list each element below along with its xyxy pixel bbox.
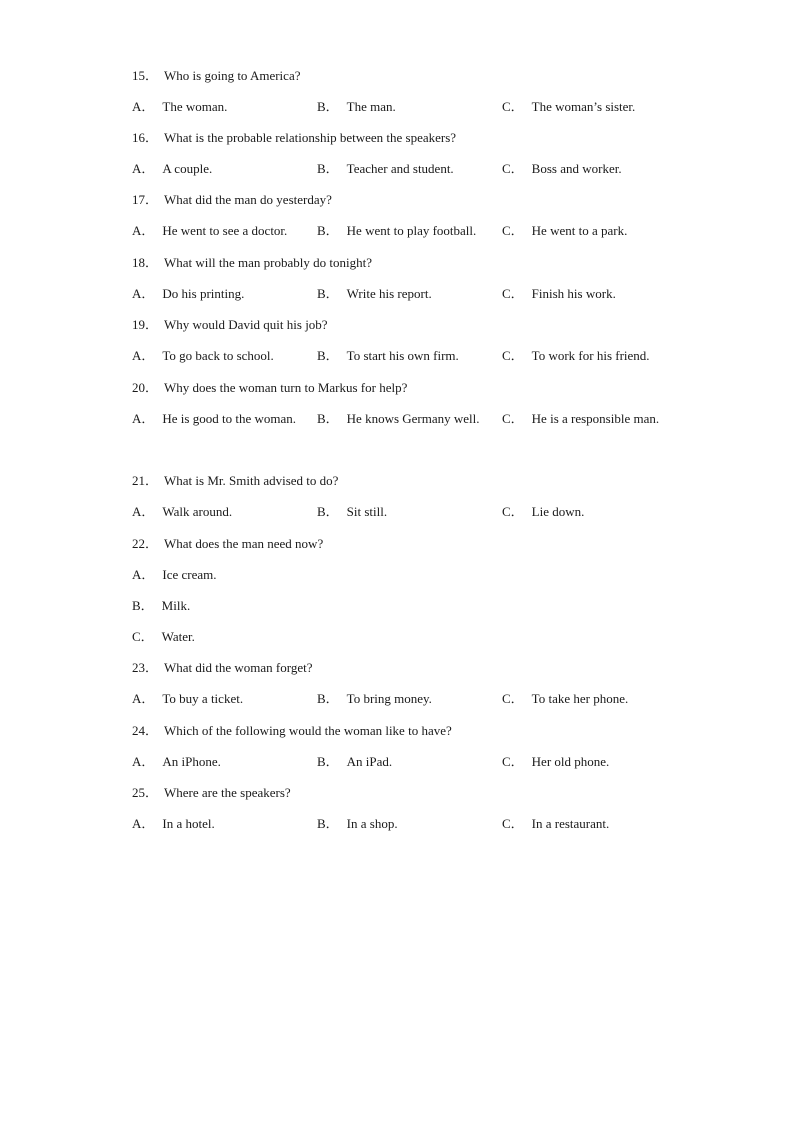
question-text: Who is going to America? xyxy=(164,68,301,83)
answer-option xyxy=(132,285,244,303)
option-text: Water. xyxy=(161,629,195,644)
question-text: What did the man do yesterday? xyxy=(164,192,332,207)
option-text: The woman’s sister. xyxy=(531,99,636,114)
option-text: Lie down. xyxy=(531,504,585,519)
answer-option xyxy=(132,160,212,178)
option-text: In a shop. xyxy=(346,816,398,831)
question-stem xyxy=(132,722,452,740)
option-text: Her old phone. xyxy=(531,754,610,769)
option-text: In a restaurant. xyxy=(531,816,610,831)
question-number: 20． xyxy=(132,380,159,395)
answer-option xyxy=(132,347,274,365)
answer-option xyxy=(502,222,627,240)
option-letter: C． xyxy=(502,816,524,831)
question-text: Why would David quit his job? xyxy=(164,317,328,332)
question-number: 18． xyxy=(132,255,159,270)
option-text: He is good to the woman. xyxy=(162,411,296,426)
option-letter: C． xyxy=(502,161,524,176)
option-letter: A． xyxy=(132,816,155,831)
option-letter: B． xyxy=(132,598,154,613)
question-number: 15． xyxy=(132,68,159,83)
option-text: In a hotel. xyxy=(162,816,215,831)
option-letter: C． xyxy=(132,629,154,644)
option-letter: C． xyxy=(502,411,524,426)
option-text: The woman. xyxy=(162,99,228,114)
option-letter: B． xyxy=(317,348,339,363)
answer-option xyxy=(132,597,190,615)
answer-option xyxy=(132,566,217,584)
option-text: Sit still. xyxy=(346,504,388,519)
option-letter: C． xyxy=(502,691,524,706)
answer-option xyxy=(502,347,650,365)
answer-option xyxy=(317,503,387,521)
answer-option xyxy=(502,160,622,178)
option-text: Do his printing. xyxy=(162,286,245,301)
question-stem xyxy=(132,535,323,553)
answer-option xyxy=(317,690,432,708)
question-text: What is the probable relationship between the speakers? xyxy=(164,130,457,145)
question-number: 24． xyxy=(132,723,159,738)
answer-option xyxy=(317,222,476,240)
option-text: To work for his friend. xyxy=(531,348,650,363)
option-letter: C． xyxy=(502,223,524,238)
option-letter: C． xyxy=(502,754,524,769)
answer-option xyxy=(132,815,215,833)
question-number: 16． xyxy=(132,130,159,145)
option-text: An iPad. xyxy=(346,754,393,769)
option-letter: A． xyxy=(132,504,155,519)
answer-option xyxy=(317,347,459,365)
option-letter: B． xyxy=(317,504,339,519)
answer-option xyxy=(317,753,392,771)
question-text: Why does the woman turn to Markus for help? xyxy=(164,380,408,395)
option-text: He knows Germany well. xyxy=(346,411,480,426)
option-letter: A． xyxy=(132,348,155,363)
question-text: What does the man need now? xyxy=(164,536,324,551)
question-stem xyxy=(132,472,338,490)
answer-option xyxy=(502,815,609,833)
option-text: Write his report. xyxy=(346,286,432,301)
answer-option xyxy=(502,690,628,708)
option-letter: B． xyxy=(317,816,339,831)
option-letter: B． xyxy=(317,754,339,769)
option-letter: C． xyxy=(502,504,524,519)
question-stem xyxy=(132,379,407,397)
answer-option xyxy=(317,98,396,116)
answer-option xyxy=(132,628,195,646)
answer-option xyxy=(502,285,616,303)
option-letter: B． xyxy=(317,691,339,706)
question-number: 17． xyxy=(132,192,159,207)
option-text: Teacher and student. xyxy=(346,161,454,176)
option-text: To take her phone. xyxy=(531,691,629,706)
question-text: What did the woman forget? xyxy=(164,660,313,675)
question-number: 22． xyxy=(132,536,159,551)
option-letter: A． xyxy=(132,286,155,301)
option-text: To go back to school. xyxy=(162,348,274,363)
option-text: He is a responsible man. xyxy=(531,411,660,426)
answer-option xyxy=(317,285,432,303)
question-stem xyxy=(132,67,300,85)
option-letter: B． xyxy=(317,223,339,238)
answer-option xyxy=(502,98,635,116)
option-letter: A． xyxy=(132,99,155,114)
option-text: To bring money. xyxy=(346,691,432,706)
option-letter: B． xyxy=(317,161,339,176)
option-letter: C． xyxy=(502,348,524,363)
option-text: Ice cream. xyxy=(162,567,217,582)
answer-option xyxy=(132,690,243,708)
question-text: Where are the speakers? xyxy=(164,785,291,800)
question-text: What will the man probably do tonight? xyxy=(164,255,372,270)
answer-option xyxy=(317,160,454,178)
answer-option xyxy=(502,753,609,771)
option-text: A couple. xyxy=(162,161,213,176)
question-stem xyxy=(132,316,328,334)
option-text: He went to play football. xyxy=(346,223,477,238)
option-letter: B． xyxy=(317,411,339,426)
option-letter: A． xyxy=(132,223,155,238)
option-text: He went to see a doctor. xyxy=(162,223,288,238)
question-stem xyxy=(132,254,372,272)
question-stem xyxy=(132,129,456,147)
option-text: Boss and worker. xyxy=(531,161,622,176)
question-number: 21． xyxy=(132,473,159,488)
question-number: 25． xyxy=(132,785,159,800)
answer-option xyxy=(132,222,287,240)
option-letter: B． xyxy=(317,99,339,114)
answer-option xyxy=(132,503,232,521)
question-stem xyxy=(132,784,291,802)
option-letter: C． xyxy=(502,286,524,301)
question-number: 23． xyxy=(132,660,159,675)
option-letter: A． xyxy=(132,691,155,706)
question-text: What is Mr. Smith advised to do? xyxy=(164,473,339,488)
option-letter: B． xyxy=(317,286,339,301)
answer-option xyxy=(317,815,398,833)
option-text: To start his own firm. xyxy=(346,348,459,363)
option-text: He went to a park. xyxy=(531,223,628,238)
option-text: Finish his work. xyxy=(531,286,616,301)
answer-option xyxy=(132,753,221,771)
option-letter: C． xyxy=(502,99,524,114)
answer-option xyxy=(317,410,480,428)
option-letter: A． xyxy=(132,567,155,582)
option-text: Walk around. xyxy=(162,504,233,519)
option-text: Milk. xyxy=(161,598,191,613)
answer-option xyxy=(132,410,296,428)
option-text: An iPhone. xyxy=(162,754,221,769)
answer-option xyxy=(502,503,584,521)
option-letter: A． xyxy=(132,161,155,176)
question-number: 19． xyxy=(132,317,159,332)
question-text: Which of the following would the woman like to have? xyxy=(164,723,452,738)
option-letter: A． xyxy=(132,754,155,769)
option-text: The man. xyxy=(346,99,396,114)
question-stem xyxy=(132,191,332,209)
option-letter: A． xyxy=(132,411,155,426)
answer-option xyxy=(502,410,659,428)
option-text: To buy a ticket. xyxy=(162,691,244,706)
answer-option xyxy=(132,98,227,116)
question-stem xyxy=(132,659,313,677)
